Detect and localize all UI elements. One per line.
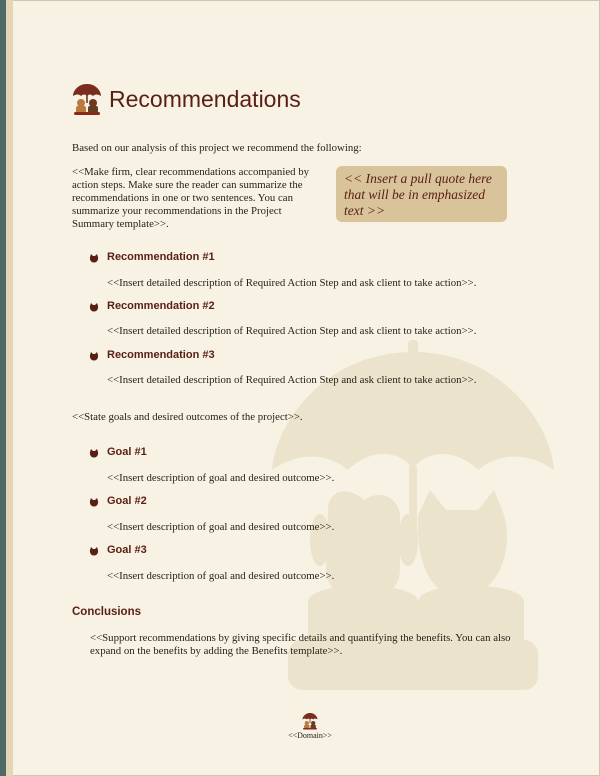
paw-bullet-icon — [89, 448, 99, 458]
paw-bullet-icon — [89, 351, 99, 361]
conclusions-heading: Conclusions — [72, 606, 142, 618]
goal-1-description: <<Insert description of goal and desired outcome>>. — [107, 472, 335, 484]
goals-intro-text: <<State goals and desired outcomes of the project>>. — [72, 411, 303, 423]
goal-3-description: <<Insert description of goal and desired outcome>>. — [107, 570, 335, 582]
paw-bullet-icon — [89, 253, 99, 263]
footer-umbrella-pets-icon — [302, 711, 318, 731]
recommendation-2-description: <<Insert detailed description of Required Action Step and ask client to take action>>. — [107, 325, 477, 337]
goal-2-description: <<Insert description of goal and desired outcome>>. — [107, 521, 335, 533]
goal-3-heading: Goal #3 — [107, 544, 147, 556]
paw-bullet-icon — [89, 546, 99, 556]
left-bar-light — [6, 0, 13, 776]
paw-bullet-icon — [89, 497, 99, 507]
conclusions-text: <<Support recommendations by giving specific details and quantifying the benefits. You can also expand on the benefits by adding the Benefits template>>. — [90, 632, 511, 657]
recommendation-1-description: <<Insert detailed description of Required Action Step and ask client to take action>>. — [107, 277, 477, 289]
intro-text: Based on our analysis of this project we recommend the following: — [72, 142, 362, 154]
paw-bullet-icon — [89, 302, 99, 312]
goal-1-heading: Goal #1 — [107, 446, 147, 458]
recommendation-1-heading: Recommendation #1 — [107, 251, 215, 263]
goal-2-heading: Goal #2 — [107, 495, 147, 507]
footer-domain: <<Domain>> — [288, 731, 332, 740]
page-title: Recommendations — [109, 86, 301, 112]
recommendation-3-heading: Recommendation #3 — [107, 349, 215, 361]
recommendation-3-description: <<Insert detailed description of Required Action Step and ask client to take action>>. — [107, 374, 477, 386]
pull-quote: << Insert a pull quote here that will be in emphasized text >> — [336, 166, 507, 222]
instructions-text: <<Make firm, clear recommendations accompanied by action steps. Make sure the reader can summarize the recommendations in one or two sentences. You can summarize your recommendations in the Project Summary template>>. — [72, 166, 310, 230]
recommendation-2-heading: Recommendation #2 — [107, 300, 215, 312]
umbrella-pets-icon — [72, 82, 102, 116]
